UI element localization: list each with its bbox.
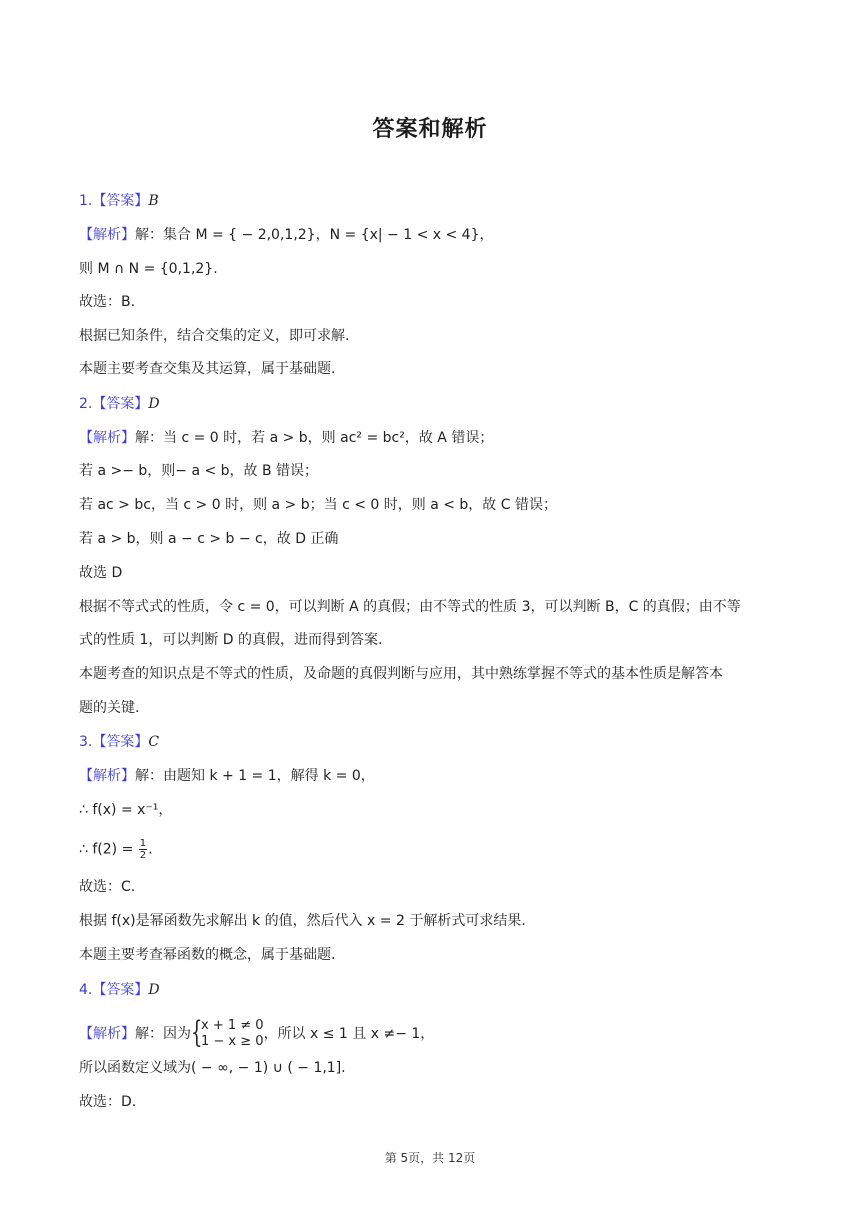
q2-line-6b: 式的性质 1，可以判断 D 的真假，进而得到答案. [79, 632, 383, 648]
q1-analysis-text: 解：集合 M = { − 2,0,1,2}，N = {x| − 1 < x < 4}， [135, 227, 494, 243]
q3-line-3-pre: ∴ f(2) = [79, 841, 138, 858]
q1-line-3: 故选：B. [79, 294, 136, 310]
q1-analysis-tag: 【解析】 [79, 227, 135, 243]
q2-line-5: 故选 D [79, 565, 123, 581]
q4-line-3: 故选：D. [79, 1094, 137, 1110]
q2-analysis-line [79, 428, 789, 448]
q3-line-2: ∴ f(x) = x⁻¹， [79, 802, 173, 818]
q1-answer-line [79, 191, 789, 211]
q2-answer-tag: 【答案】 [92, 396, 149, 412]
q3-fraction-denominator: 2 [139, 850, 147, 861]
q1-answer-value: B [148, 193, 159, 209]
q3-line-3-post: . [148, 841, 153, 858]
q2-analysis-text: 解：当 c = 0 时，若 a > b，则 ac² = bc²，故 A 错误； [135, 430, 494, 446]
q4-system-row-2: 1 − x ≥ 0 [201, 1034, 264, 1049]
q3-answer-tag: 【答案】 [92, 734, 149, 750]
q3-number: 3. [79, 734, 93, 750]
q2-line-2: 若 a >− b，则− a < b，故 B 错误； [79, 463, 319, 479]
q4-analysis-tag: 【解析】 [79, 1026, 135, 1042]
q1-line-4: 根据已知条件，结合交集的定义，即可求解. [79, 328, 350, 344]
q3-analysis-line [79, 766, 789, 786]
q3-line-6: 本题主要考查幂函数的概念，属于基础题. [79, 947, 336, 963]
q4-answer-line [79, 980, 789, 1000]
q4-system-row-1: x + 1 ≠ 0 [201, 1018, 264, 1033]
q4-number: 4. [79, 982, 93, 998]
q3-line-5: 根据 f(x)是幂函数先求解出 k 的值，然后代入 x = 2 于解析式可求结果. [79, 913, 526, 929]
q4-brace: { [191, 1015, 203, 1050]
q2-number: 2. [79, 396, 93, 412]
q3-answer-value: C [148, 734, 160, 750]
q1-analysis-line [79, 225, 789, 245]
q4-analysis-line [79, 1015, 789, 1050]
q2-analysis-tag: 【解析】 [79, 430, 135, 446]
q1-answer-tag: 【答案】 [92, 193, 149, 209]
q4-equation-system [191, 1015, 264, 1050]
q4-line-2: 所以函数定义域为( − ∞, − 1) ∪ ( − 1,1]. [79, 1060, 346, 1076]
q3-fraction [139, 838, 147, 861]
q4-answer-tag: 【答案】 [92, 982, 149, 998]
q1-line-2: 则 M ∩ N = {0,1,2}. [79, 261, 218, 277]
q1-line-5: 本题主要考查交集及其运算，属于基础题. [79, 361, 336, 377]
q3-analysis-text: 解：由题知 k + 1 = 1，解得 k = 0， [135, 768, 375, 784]
page-footer: 第 5页，共 12页 [384, 1151, 476, 1165]
q2-answer-value: D [148, 396, 160, 412]
q3-analysis-tag: 【解析】 [79, 768, 135, 784]
page-title: 答案和解析 [372, 117, 488, 142]
q2-answer-line [79, 394, 789, 414]
q3-line-4: 故选：C. [79, 879, 136, 895]
q4-analysis-pre: 解：因为 [135, 1026, 191, 1042]
q2-line-3: 若 ac > bc，当 c > 0 时，则 a > b；当 c < 0 时，则 a < b，故 C 错误； [79, 497, 557, 513]
q3-answer-line [79, 732, 789, 752]
q1-number: 1. [79, 193, 93, 209]
q2-line-7b: 题的关键. [79, 700, 140, 716]
q3-line-3 [79, 838, 789, 861]
q4-analysis-post: ，所以 x ≤ 1 且 x ≠− 1， [263, 1026, 435, 1042]
q2-line-4: 若 a > b，则 a − c > b − c，故 D 正确 [79, 531, 339, 547]
q3-fraction-numerator: 1 [139, 838, 147, 849]
q4-answer-value: D [148, 982, 160, 998]
q2-line-7a: 本题考查的知识点是不等式的性质，及命题的真假判断与应用，其中熟练掌握不等式的基本性质是解答本 [79, 666, 723, 682]
q2-line-6a: 根据不等式式的性质，令 c = 0，可以判断 A 的真假；由不等式的性质 3，可以判断 B，C 的真假；由不等 [79, 599, 741, 615]
